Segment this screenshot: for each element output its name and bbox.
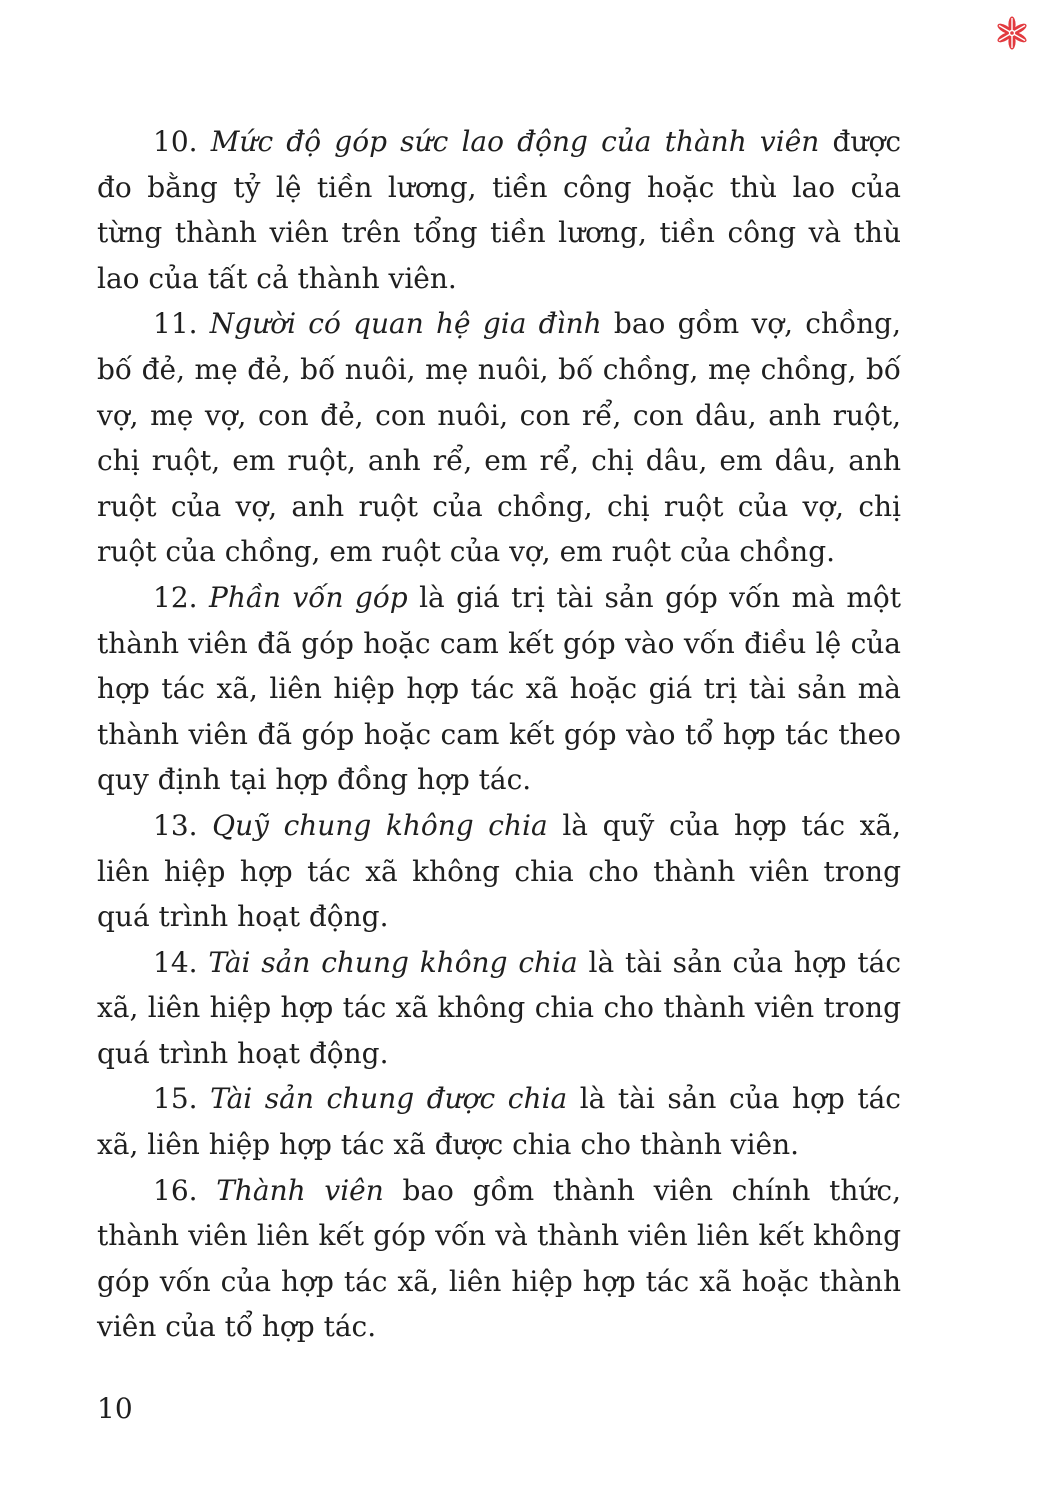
definition-term: Tài sản chung không chia [208,945,578,979]
definition-text: bao gồm vợ, chồng, bố đẻ, mẹ đẻ, bố nuôi, mẹ nuôi, bố chồng, mẹ chồng, bố vợ, mẹ vợ, con đẻ, con nuôi, con rể, con dâu, anh ruột, chị ruột, em ruột, anh rể, em rể, chị dâu, em dâu, anh ruột của vợ, anh ruột của chồng, chị ruột của vợ, chị ruột của chồng, em ruột của vợ, em ruột của chồng. [97,307,901,569]
definition-text: là tài sản của hợp tác xã, liên hiệp hợp tác xã được chia cho thành viên. [97,1082,901,1162]
definition-text: là giá trị tài sản góp vốn mà một thành viên đã góp hoặc cam kết góp vào vốn điều lệ của hợp tác xã, liên hiệp hợp tác xã hoặc giá trị tài sản mà thành viên đã góp hoặc cam kết góp vào tổ hợp tác theo quy định tại hợp đồng hợp tác. [97,580,902,797]
definition-number: 14. [153,945,198,979]
definition-number: 16. [153,1173,198,1207]
flower-emblem-icon [995,16,1029,50]
definitions-list [97,119,901,1350]
definition-term: Phần vốn góp [208,580,408,614]
definition-number: 15. [153,1082,198,1116]
definition-number: 12. [153,580,198,614]
definition-term: Quỹ chung không chia [212,808,548,842]
definition-number: 11. [153,307,198,341]
definition-text: được đo bằng tỷ lệ tiền lương, tiền công hoặc thù lao của từng thành viên trên tổng tiền lương, tiền công và thù lao của tất cả thành viên. [97,125,902,295]
definition-number: 10. [153,125,198,158]
page-number: 10 [97,1392,133,1425]
definition-12 [97,575,901,803]
definition-14 [97,940,901,1077]
definition-text: bao gồm thành viên chính thức, thành viên liên kết góp vốn và thành viên liên kết không góp vốn của hợp tác xã, liên hiệp hợp tác xã hoặc thành viên của tổ hợp tác. [97,1173,901,1344]
definition-term: Thành viên [216,1173,384,1207]
definition-term: Mức độ góp sức lao động của thành viên [210,125,820,158]
definition-15 [97,1076,901,1167]
definition-text: là tài sản của hợp tác xã, liên hiệp hợp tác xã không chia cho thành viên trong quá trình hoạt động. [97,945,902,1070]
definition-term: Tài sản chung được chia [210,1082,568,1116]
definition-10 [97,119,901,301]
definition-term: Người có quan hệ gia đình [209,307,602,341]
definition-16 [97,1168,901,1350]
definition-13 [97,803,901,940]
definition-text: là quỹ của hợp tác xã, liên hiệp hợp tác xã không chia cho thành viên trong quá trình hoạt động. [97,808,902,934]
definition-number: 13. [153,808,198,842]
definition-11 [97,301,901,575]
